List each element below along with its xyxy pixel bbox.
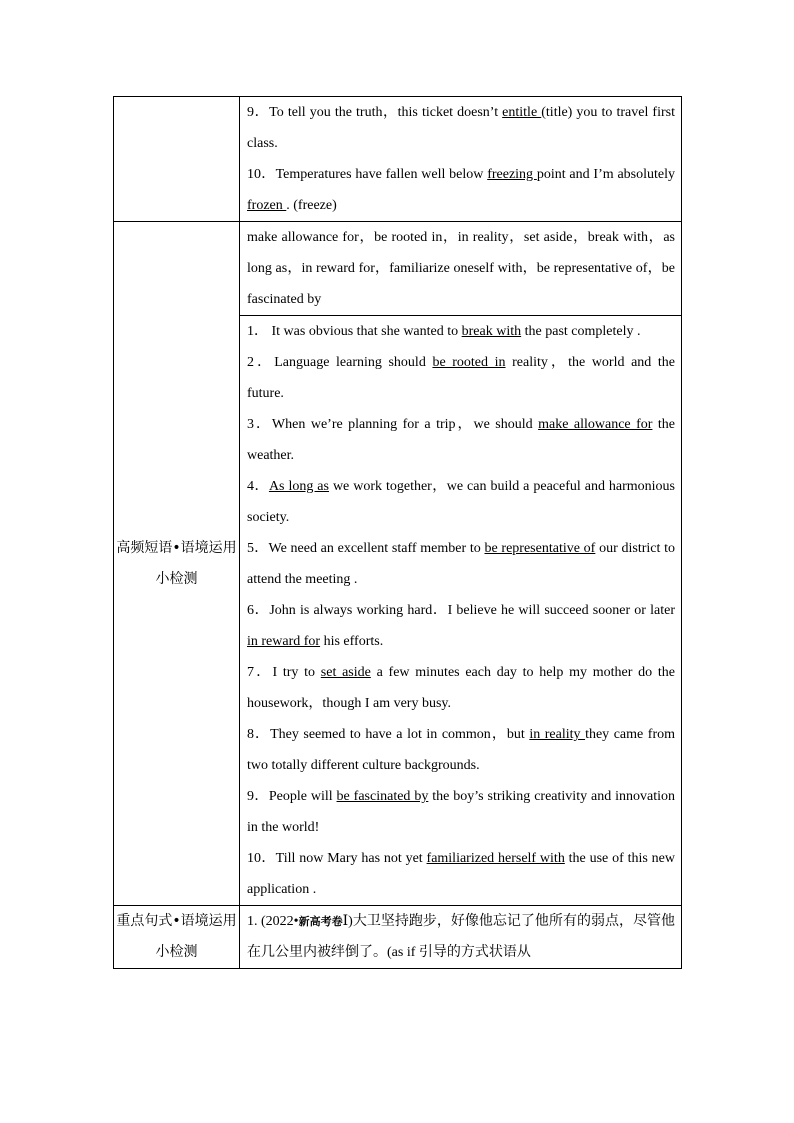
item-text: Ⅰ): [342, 914, 353, 929]
item-text: the boy’s striking creativity and innovation in the world!: [247, 789, 676, 835]
row-word-forms: [114, 97, 682, 222]
item-text: we work together，we can build a peaceful and harmonious society.: [247, 479, 676, 525]
exercise-item: [247, 471, 675, 533]
item-text: 10．Till now Mary has not yet: [247, 851, 427, 866]
item-text: 9．People will: [247, 789, 337, 804]
exercise-item: [247, 97, 675, 159]
item-text: the use of this new application .: [247, 851, 676, 897]
phrase-bank: [240, 222, 682, 316]
item-text: reality，the world and the future.: [247, 355, 676, 401]
exercise-item: [247, 316, 675, 347]
exercise-item: [247, 159, 675, 221]
item-text: 9．To tell you the truth，this ticket doesn’t: [247, 105, 503, 120]
answer-blank: entitle: [502, 105, 542, 120]
chinese-prompt: 大卫坚持跑步，好像他忘记了他所有的弱点，尽管他在几公里内被绊倒了。: [247, 913, 675, 960]
answer-blank: be representative of: [484, 541, 596, 556]
phrase-exercises: [240, 316, 682, 906]
item-text: 4．: [247, 479, 269, 494]
item-text: they came from two totally different culture backgrounds.: [247, 727, 675, 773]
item-text: 10．Temperatures have fallen well below: [247, 167, 488, 182]
exercise-item: [247, 843, 675, 905]
item-text: 6．John is always working hard．I believe he will succeed sooner or later: [247, 603, 675, 618]
exercise-item: [247, 222, 675, 315]
answer-blank: familiarized herself with: [426, 851, 565, 866]
item-text: . (freeze): [286, 198, 337, 213]
answer-blank: make allowance for: [538, 417, 653, 432]
item-text: 5．We need an excellent staff member to: [247, 541, 485, 556]
answer-blank: freezing: [487, 167, 537, 182]
row-label-empty: [114, 97, 240, 222]
exam-source: 新高考卷: [298, 915, 343, 928]
item-text: 1. (2022•: [247, 914, 299, 929]
item-text: the weather.: [247, 417, 675, 463]
answer-blank: set aside: [320, 665, 371, 680]
row-phrase-bank: [114, 222, 682, 316]
answer-blank: be rooted in: [432, 355, 506, 370]
row-label-sentences: 重点句式•语境运用小检测: [114, 906, 240, 969]
exercise-item: [247, 533, 675, 595]
item-text: (title) you to travel first class.: [247, 105, 675, 151]
sentence-exercises: [240, 906, 682, 969]
answer-blank: As long as: [268, 479, 329, 494]
row-label-phrases: 高频短语•语境运用小检测: [114, 222, 240, 906]
answer-blank: in reward for: [247, 634, 321, 649]
exercise-item: [247, 906, 675, 968]
answer-blank: break with: [461, 324, 522, 339]
answer-blank: frozen: [247, 198, 287, 213]
item-text: the past completely .: [521, 324, 641, 339]
answer-blank: in reality: [529, 727, 586, 742]
item-text: his efforts.: [320, 634, 384, 649]
item-text: 1． It was obvious that she wanted to: [247, 324, 462, 339]
item-text: make allowance for，be rooted in，in reality，set aside，break with，as long as，in reward for，familiarize oneself with，be representative of，be fascinated by: [247, 230, 675, 307]
exercise-item: [247, 409, 675, 471]
word-form-items: [240, 97, 682, 222]
item-text: our district to attend the meeting .: [247, 541, 676, 587]
item-text: 3．When we’re planning for a trip，we should: [247, 417, 539, 432]
item-text: point and I’m absolutely: [536, 167, 675, 182]
exercise-item: [247, 781, 675, 843]
exercise-item: [247, 657, 675, 719]
item-text: a few minutes each day to help my mother do the housework，though I am very busy.: [247, 665, 675, 711]
exercise-item: [247, 719, 675, 781]
item-text: (as if: [387, 945, 419, 960]
row-sentence-patterns: [114, 906, 682, 969]
exercise-table: [113, 96, 682, 969]
item-text: 2．Language learning should: [247, 355, 433, 370]
item-text: 7．I try to: [247, 665, 321, 680]
chinese-prompt: 引导的方式状语从: [418, 944, 531, 960]
answer-blank: be fascinated by: [336, 789, 429, 804]
item-text: 8．They seemed to have a lot in common，but: [247, 727, 530, 742]
exercise-item: [247, 347, 675, 409]
exercise-item: [247, 595, 675, 657]
